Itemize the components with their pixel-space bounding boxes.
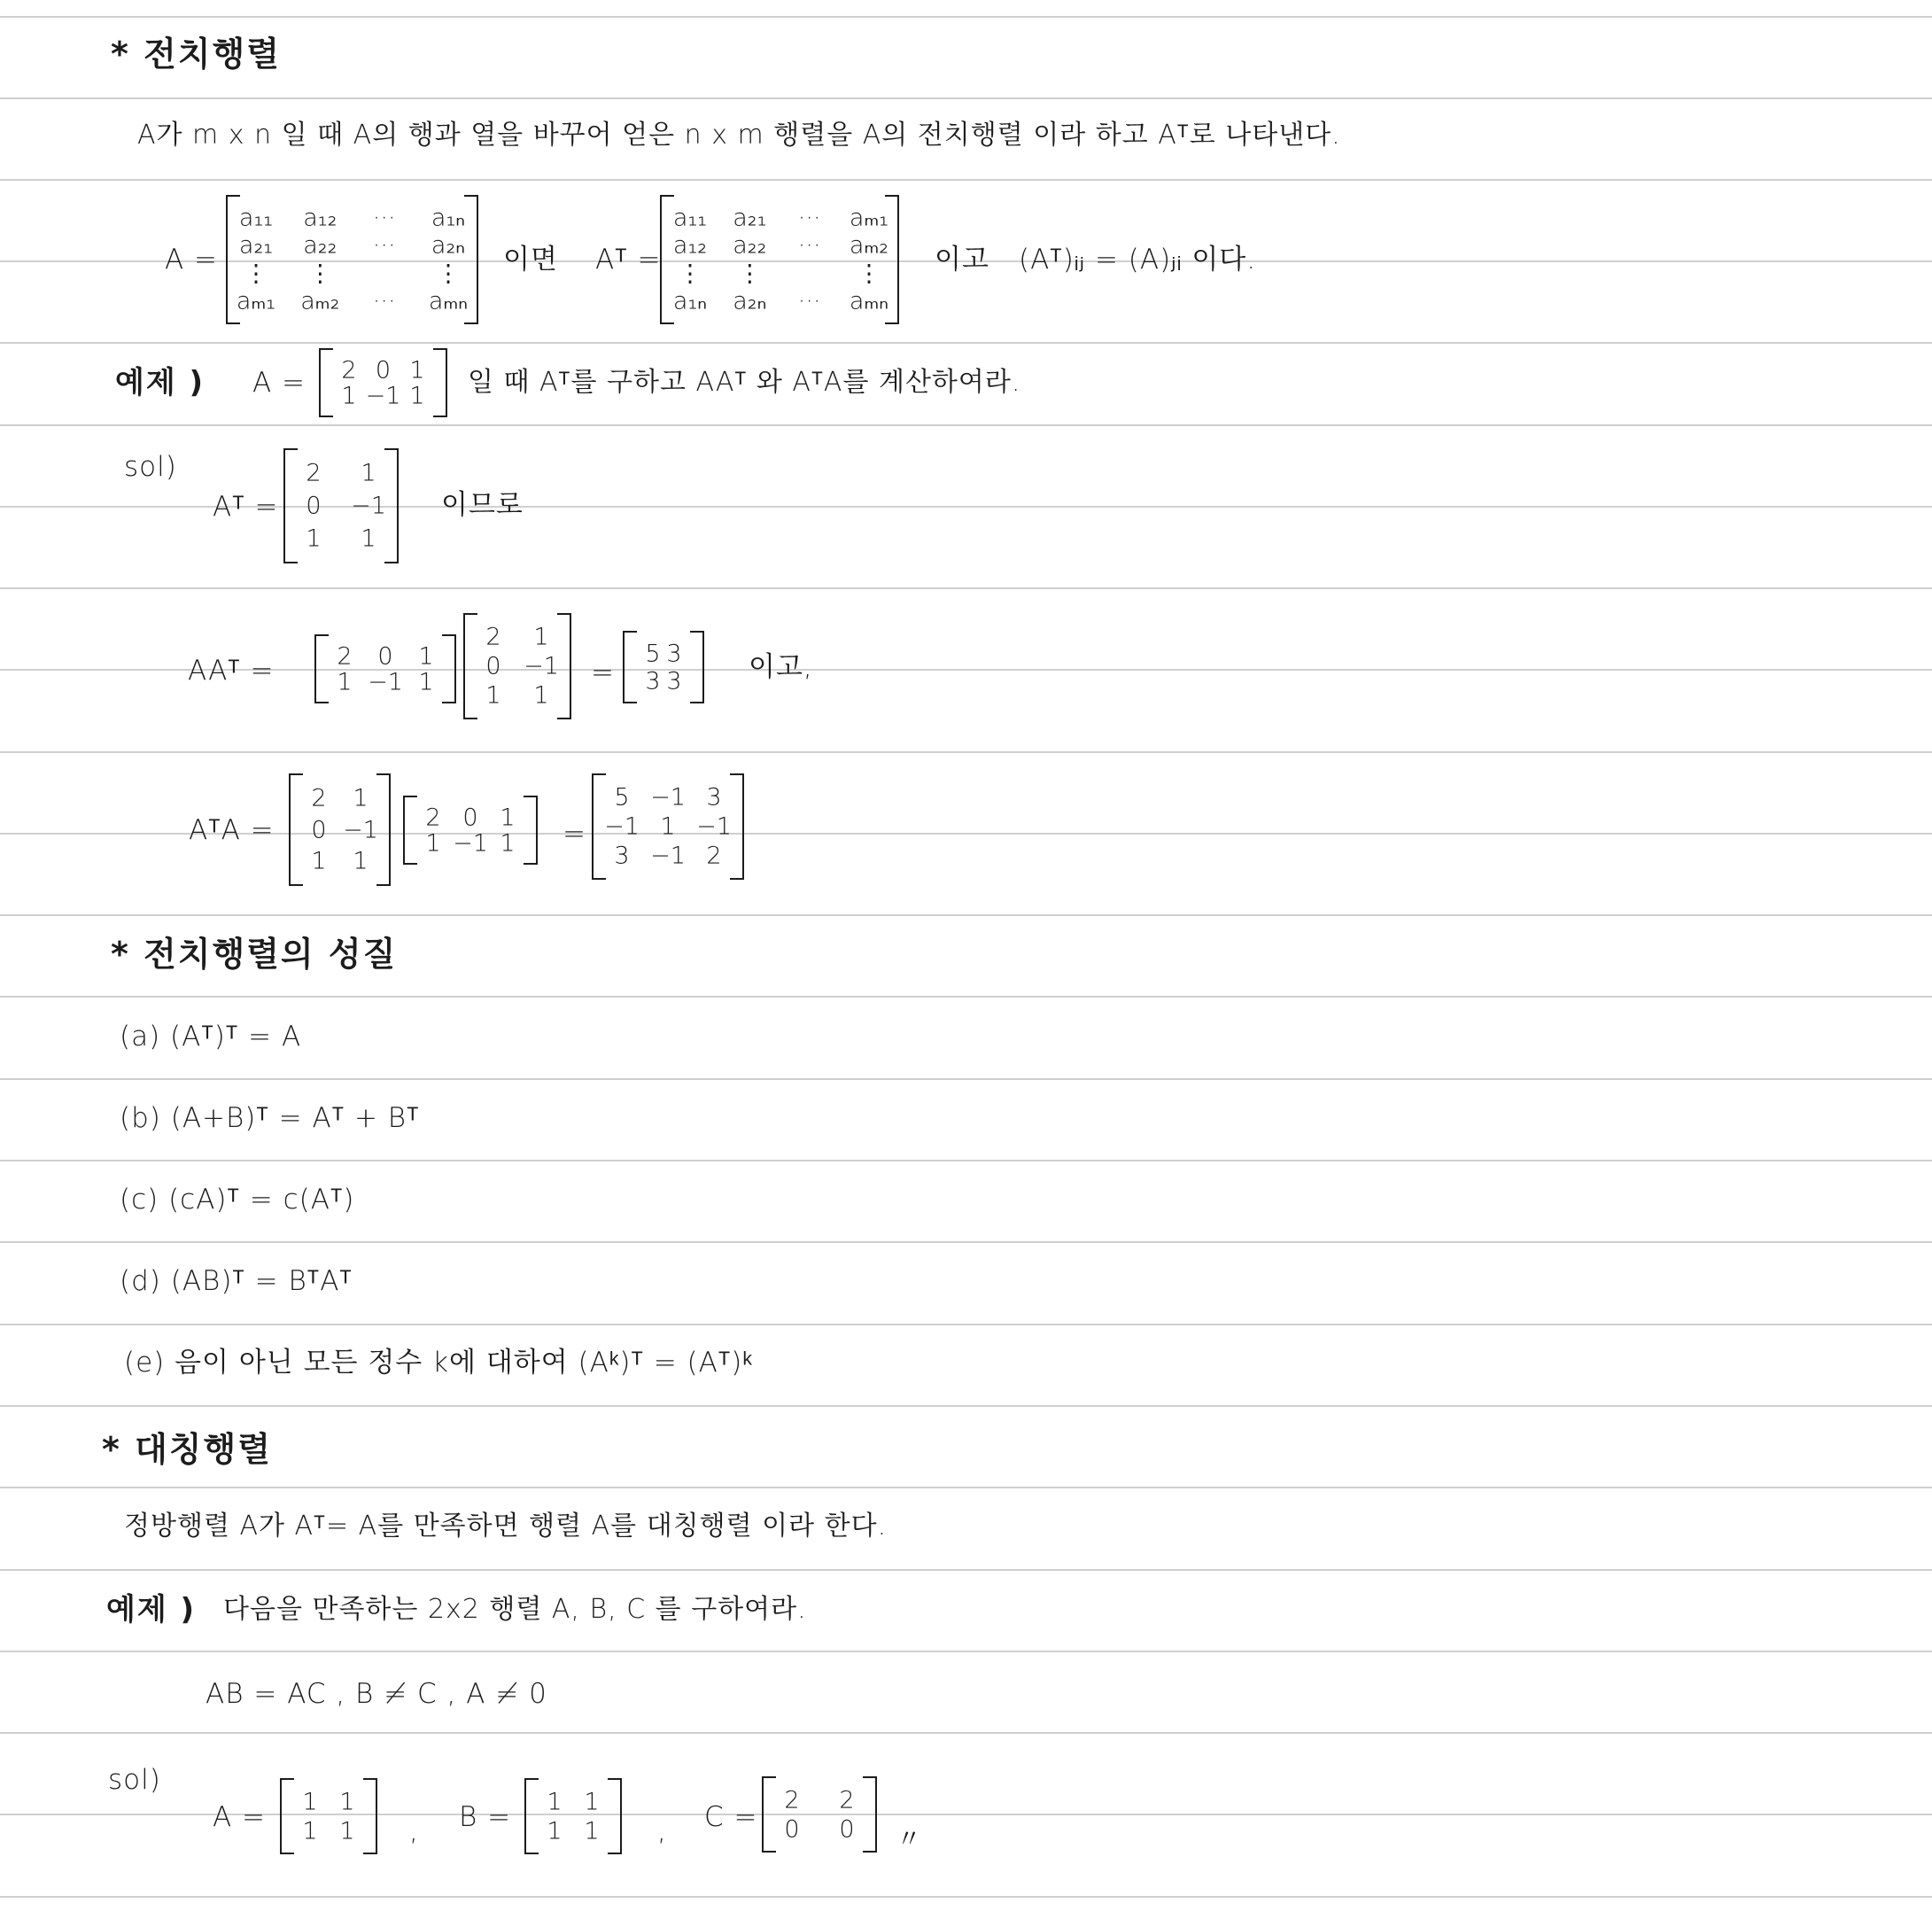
- sol-a-label: A =: [213, 1801, 267, 1833]
- matrix-cell: 2: [306, 459, 322, 487]
- right-bracket: [524, 796, 538, 865]
- property-b: (b) (A+B)ᵀ = Aᵀ + Bᵀ: [120, 1102, 420, 1134]
- matrix-cell: 1: [418, 642, 434, 670]
- matrix-cell: 2: [839, 1786, 855, 1814]
- property-a: (a) (Aᵀ)ᵀ = A: [120, 1021, 302, 1053]
- rule-line: [0, 1896, 1932, 1898]
- matrix-cell: −1: [368, 668, 403, 695]
- matrix-cell: 1: [409, 356, 425, 384]
- matrix-cell: 2: [311, 784, 327, 812]
- matrix-cell: 5: [645, 640, 661, 667]
- matrix-cell: a₁₁: [238, 204, 274, 232]
- matrix-a-transpose: [283, 448, 399, 563]
- matrix-cell: ···: [797, 287, 821, 315]
- left-bracket: [403, 796, 417, 865]
- matrix-cell: 0: [485, 652, 501, 680]
- example-matrix-a: [319, 348, 447, 417]
- property-d: (d) (AB)ᵀ = BᵀAᵀ: [120, 1265, 353, 1297]
- rule-line: [0, 424, 1932, 426]
- left-bracket: [463, 613, 477, 719]
- rule-line: [0, 1324, 1932, 1325]
- rule-line: [0, 16, 1932, 18]
- matrix-cell: −1: [343, 816, 378, 843]
- right-bracket: [557, 613, 571, 719]
- ata-left-factor: [289, 773, 391, 886]
- general-matrix-a-transpose: [660, 195, 899, 324]
- matrix-cell: a₁ₙ: [672, 287, 708, 315]
- left-bracket: [314, 634, 329, 703]
- matrix-cell: ⋮: [307, 260, 332, 288]
- matrix-cell: 3: [614, 842, 630, 870]
- matrix-cell: 1: [311, 847, 327, 875]
- matrix-cell: −1: [604, 812, 640, 841]
- matrix-cell: 1: [533, 623, 549, 651]
- solution-matrix-b: [524, 1778, 622, 1854]
- ata-label: AᵀA =: [189, 814, 275, 846]
- left-bracket: [660, 195, 674, 324]
- matrix-cell: 0: [784, 1815, 800, 1843]
- matrix-cell: ···: [797, 231, 821, 260]
- transpose-relation: (Aᵀ)ᵢⱼ = (A)ⱼᵢ 이다.: [1019, 244, 1257, 276]
- rule-line: [0, 342, 1932, 344]
- left-bracket: [289, 773, 303, 886]
- separator-comma: ,: [409, 1815, 419, 1847]
- matrix-cell: 1: [339, 1788, 355, 1815]
- matrix-cell: 1: [533, 681, 549, 710]
- matrix-cell: 1: [361, 524, 376, 553]
- left-bracket: [319, 348, 333, 417]
- example-question: 일 때 Aᵀ를 구하고 AAᵀ 와 AᵀA를 계산하여라.: [468, 367, 1021, 398]
- matrix-cell: aₘₙ: [428, 287, 469, 315]
- matrix-cell: 1: [353, 784, 369, 812]
- matrix-cell: 1: [353, 847, 369, 875]
- matrix-cell: 1: [425, 829, 441, 857]
- matrix-cell: 3: [666, 640, 682, 667]
- matrix-cell: 2: [485, 623, 501, 651]
- matrix-cell: a₂ₙ: [733, 287, 767, 315]
- matrix-cell: 5: [614, 783, 630, 812]
- matrix-cell: 1: [584, 1788, 600, 1815]
- rule-line: [0, 97, 1932, 99]
- property-c: (c) (cA)ᵀ = c(Aᵀ): [120, 1184, 355, 1216]
- matrix-a-label: A =: [165, 244, 219, 276]
- aat-equals: =: [591, 656, 615, 688]
- matrix-cell: 0: [375, 356, 392, 384]
- matrix-cell: a₂ₙ: [431, 231, 466, 260]
- ata-equals: =: [563, 818, 586, 850]
- matrix-cell: 1: [302, 1788, 318, 1815]
- therefore-text: 이므로: [441, 489, 524, 521]
- matrix-cell: 1: [306, 524, 322, 553]
- right-bracket: [690, 631, 704, 703]
- matrix-cell: −1: [453, 829, 488, 857]
- matrix-cell: ···: [372, 287, 396, 315]
- section-heading-properties: * 전치행렬의 성질: [111, 935, 398, 974]
- matrix-cell: a₂₂: [303, 231, 338, 260]
- left-bracket: [524, 1778, 539, 1854]
- matrix-cell: a₂₁: [733, 204, 767, 232]
- matrix-cell: 3: [645, 667, 661, 695]
- matrix-cell: 1: [547, 1788, 563, 1815]
- rule-line: [0, 1160, 1932, 1161]
- matrix-cell: 1: [584, 1817, 600, 1845]
- matrix-cell: 3: [666, 667, 682, 695]
- rule-line: [0, 996, 1932, 998]
- aat-label: AAᵀ =: [188, 655, 275, 687]
- solution2-label: sol): [108, 1764, 161, 1796]
- matrix-cell: 1: [660, 812, 676, 841]
- matrix-cell: a₂₁: [238, 231, 274, 260]
- rule-line: [0, 669, 1932, 671]
- matrix-cell: aₘₙ: [849, 287, 889, 315]
- matrix-cell: aₘ₁: [849, 204, 889, 232]
- rule-line: [0, 751, 1932, 753]
- rule-line: [0, 1732, 1932, 1734]
- matrix-cell: ···: [797, 204, 821, 232]
- left-bracket: [283, 448, 298, 563]
- matrix-cell: 3: [706, 783, 722, 812]
- matrix-cell: 1: [418, 668, 434, 695]
- sol-b-label: B =: [459, 1801, 512, 1833]
- solution-matrix-c: [762, 1776, 877, 1853]
- rule-line: [0, 587, 1932, 589]
- matrix-cell: 0: [311, 816, 327, 843]
- aat-right-factor: [463, 613, 571, 719]
- matrix-cell: ⋮: [737, 260, 762, 288]
- matrix-cell: 1: [500, 804, 516, 831]
- separator-comma: ,: [657, 1815, 667, 1847]
- matrix-cell: ···: [372, 231, 396, 260]
- aat-left-factor: [314, 634, 456, 703]
- rule-line: [0, 1078, 1932, 1080]
- matrix-cell: a₁₂: [672, 231, 708, 260]
- and-text: 이고: [935, 244, 989, 276]
- property-e: (e) 음이 아닌 모든 정수 k에 대하여 (Aᵏ)ᵀ = (Aᵀ)ᵏ: [124, 1347, 753, 1379]
- solution-matrix-a: [280, 1778, 377, 1854]
- matrix-cell: 1: [337, 668, 353, 695]
- matrix-cell: 1: [485, 681, 501, 710]
- section-heading-symmetric: * 대칭행렬: [102, 1430, 272, 1469]
- right-bracket: [442, 634, 456, 703]
- right-bracket: [433, 348, 447, 417]
- left-bracket: [762, 1776, 776, 1853]
- rule-line: [0, 179, 1932, 181]
- rule-line: [0, 1651, 1932, 1652]
- right-bracket: [363, 1778, 377, 1854]
- example-a-label: A =: [252, 367, 306, 399]
- end-mark: 〃: [896, 1824, 923, 1853]
- rule-line: [0, 1241, 1932, 1243]
- example2-question: 다음을 만족하는 2x2 행렬 A, B, C 를 구하여라.: [223, 1594, 807, 1625]
- matrix-cell: 2: [425, 804, 441, 831]
- matrix-cell: aₘ₂: [300, 287, 340, 315]
- matrix-cell: 2: [337, 642, 353, 670]
- solution-label: sol): [124, 451, 177, 483]
- matrix-cell: aₘ₁: [236, 287, 276, 315]
- left-bracket: [280, 1778, 294, 1854]
- matrix-cell: 0: [462, 804, 478, 831]
- rule-line: [0, 1569, 1932, 1571]
- ata-right-factor: [403, 796, 538, 865]
- if-text: 이면: [503, 244, 558, 276]
- matrix-cell: a₁₂: [303, 204, 338, 232]
- right-bracket: [376, 773, 391, 886]
- matrix-cell: 1: [341, 382, 357, 409]
- aat-suffix: 이고,: [749, 651, 813, 683]
- matrix-cell: 1: [339, 1817, 355, 1845]
- matrix-cell: −1: [524, 652, 559, 680]
- matrix-cell: −1: [351, 492, 386, 520]
- matrix-at-label: Aᵀ =: [595, 244, 662, 276]
- rule-line: [0, 1487, 1932, 1488]
- section-heading-transpose: * 전치행렬: [111, 35, 281, 74]
- matrix-cell: a₂₂: [733, 231, 767, 260]
- example-label: 예제 ): [115, 365, 206, 400]
- matrix-cell: 1: [409, 382, 425, 409]
- matrix-cell: a₁₁: [672, 204, 708, 232]
- matrix-cell: 1: [547, 1817, 563, 1845]
- matrix-cell: 0: [306, 492, 322, 520]
- example2-label: 예제 ): [106, 1592, 197, 1627]
- sol-c-label: C =: [704, 1801, 758, 1833]
- symmetric-definition: 정방행렬 A가 Aᵀ= A를 만족하면 행렬 A를 대칭행렬 이라 한다.: [124, 1511, 888, 1542]
- matrix-cell: 1: [500, 829, 516, 857]
- aat-result-matrix: [623, 631, 704, 703]
- matrix-cell: ···: [372, 204, 396, 232]
- right-bracket: [384, 448, 399, 563]
- matrix-cell: 1: [302, 1817, 318, 1845]
- matrix-cell: 2: [341, 356, 357, 384]
- matrix-cell: 0: [839, 1815, 855, 1843]
- example2-conditions: AB = AC , B ≠ C , A ≠ 0: [206, 1678, 547, 1710]
- rule-line: [0, 914, 1932, 916]
- transpose-definition: A가 m x n 일 때 A의 행과 열을 바꾸어 얻은 n x m 행렬을 A의 전치행렬 이라 하고 Aᵀ로 나타낸다.: [137, 120, 1341, 151]
- right-bracket: [863, 1776, 877, 1853]
- right-bracket: [730, 773, 744, 880]
- matrix-cell: 2: [706, 842, 722, 870]
- matrix-cell: ⋮: [678, 260, 702, 288]
- matrix-cell: a₁ₙ: [431, 204, 466, 232]
- matrix-cell: −1: [696, 812, 732, 841]
- ata-result-matrix: [592, 773, 744, 880]
- matrix-cell: −1: [650, 783, 686, 812]
- matrix-cell: 1: [361, 459, 376, 487]
- matrix-cell: −1: [650, 842, 686, 870]
- matrix-cell: ⋮: [857, 260, 881, 288]
- rule-line: [0, 1405, 1932, 1407]
- matrix-cell: 2: [784, 1786, 800, 1814]
- matrix-cell: 0: [377, 642, 393, 670]
- left-bracket: [623, 631, 637, 703]
- matrix-cell: ⋮: [436, 260, 461, 288]
- matrix-cell: ⋮: [244, 260, 268, 288]
- right-bracket: [608, 1778, 622, 1854]
- matrix-cell: −1: [365, 382, 401, 409]
- general-matrix-a: [226, 195, 478, 324]
- at-label: Aᵀ =: [213, 491, 279, 523]
- matrix-cell: aₘ₂: [849, 231, 889, 260]
